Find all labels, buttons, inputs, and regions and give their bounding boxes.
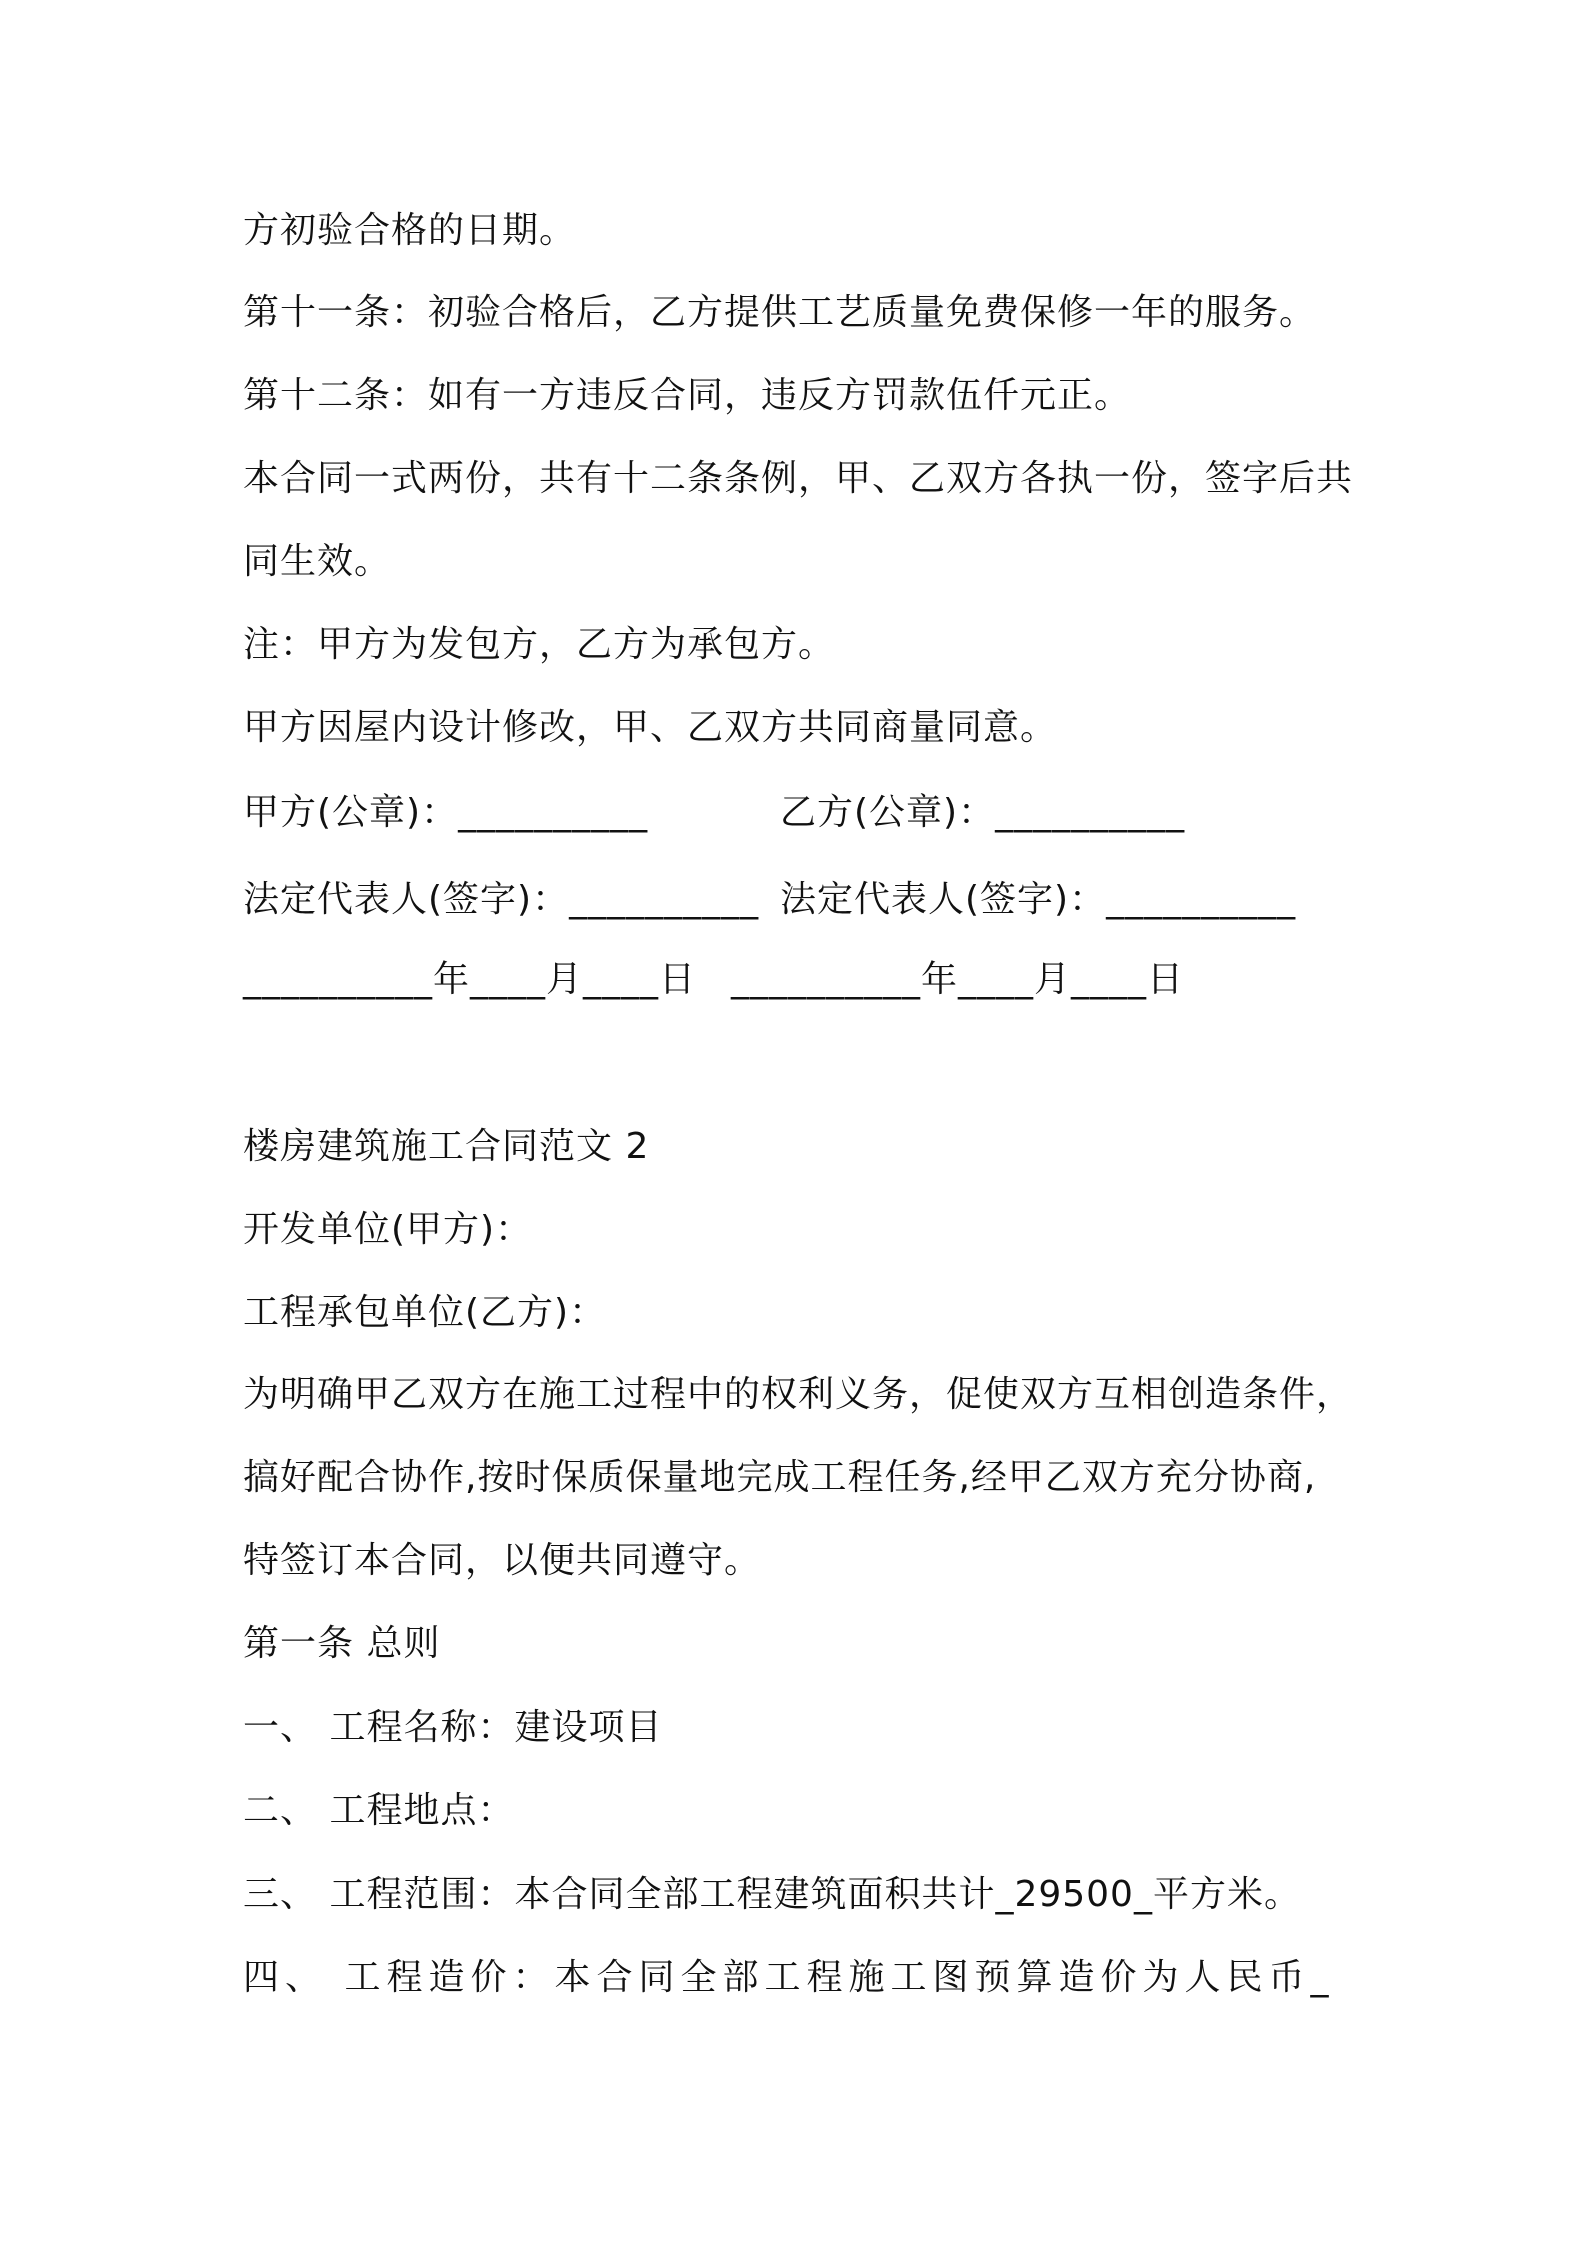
copies-clause-line1: 本合同一式两份，共有十二条条例，甲、乙双方各执一份，签字后共 [243, 458, 1354, 499]
article-11: 第十一条：初验合格后，乙方提供工艺质量免费保修一年的服务。 [243, 292, 1317, 333]
article-1-heading: 第一条 总则 [243, 1623, 441, 1664]
item-project-scope: 三、 工程范围：本合同全部工程建筑面积共计_29500_平方米。 [243, 1874, 1301, 1915]
note-line: 注：甲方为发包方，乙方为承包方。 [243, 624, 836, 665]
contractor-label: 工程承包单位(乙方)： [243, 1292, 607, 1333]
item-project-cost: 四、 工程造价：本合同全部工程施工图预算造价为人民币_ [243, 1957, 1335, 1998]
party-b-representative: 法定代表人(签字)：__________ [780, 879, 1297, 920]
item-project-location: 二、 工程地点： [243, 1790, 515, 1831]
contract-2-title: 楼房建筑施工合同范文 2 [243, 1126, 650, 1167]
item-project-name: 一、 工程名称：建设项目 [243, 1707, 663, 1748]
party-a-representative: 法定代表人(签字)：__________ [243, 879, 760, 920]
party-b-date: __________年____月____日 [731, 959, 1184, 1000]
text-line-completion-date: 方初验合格的日期。 [243, 210, 577, 251]
intro-line2: 搞好配合协作,按时保质保量地完成工程任务,经甲乙双方充分协商, [243, 1457, 1317, 1498]
design-change-note: 甲方因屋内设计修改，甲、乙双方共同商量同意。 [243, 707, 1058, 748]
party-a-seal: 甲方(公章)：__________ [243, 792, 649, 833]
developer-label: 开发单位(甲方)： [243, 1209, 533, 1250]
intro-line1: 为明确甲乙双方在施工过程中的权利义务，促使双方互相创造条件， [243, 1374, 1354, 1415]
party-b-seal: 乙方(公章)：__________ [780, 792, 1186, 833]
article-12: 第十二条：如有一方违反合同，违反方罚款伍仟元正。 [243, 375, 1132, 416]
copies-clause-line2: 同生效。 [243, 541, 392, 582]
intro-line3: 特签订本合同，以便共同遵守。 [243, 1540, 762, 1581]
party-a-date: __________年____月____日 [243, 959, 696, 1000]
